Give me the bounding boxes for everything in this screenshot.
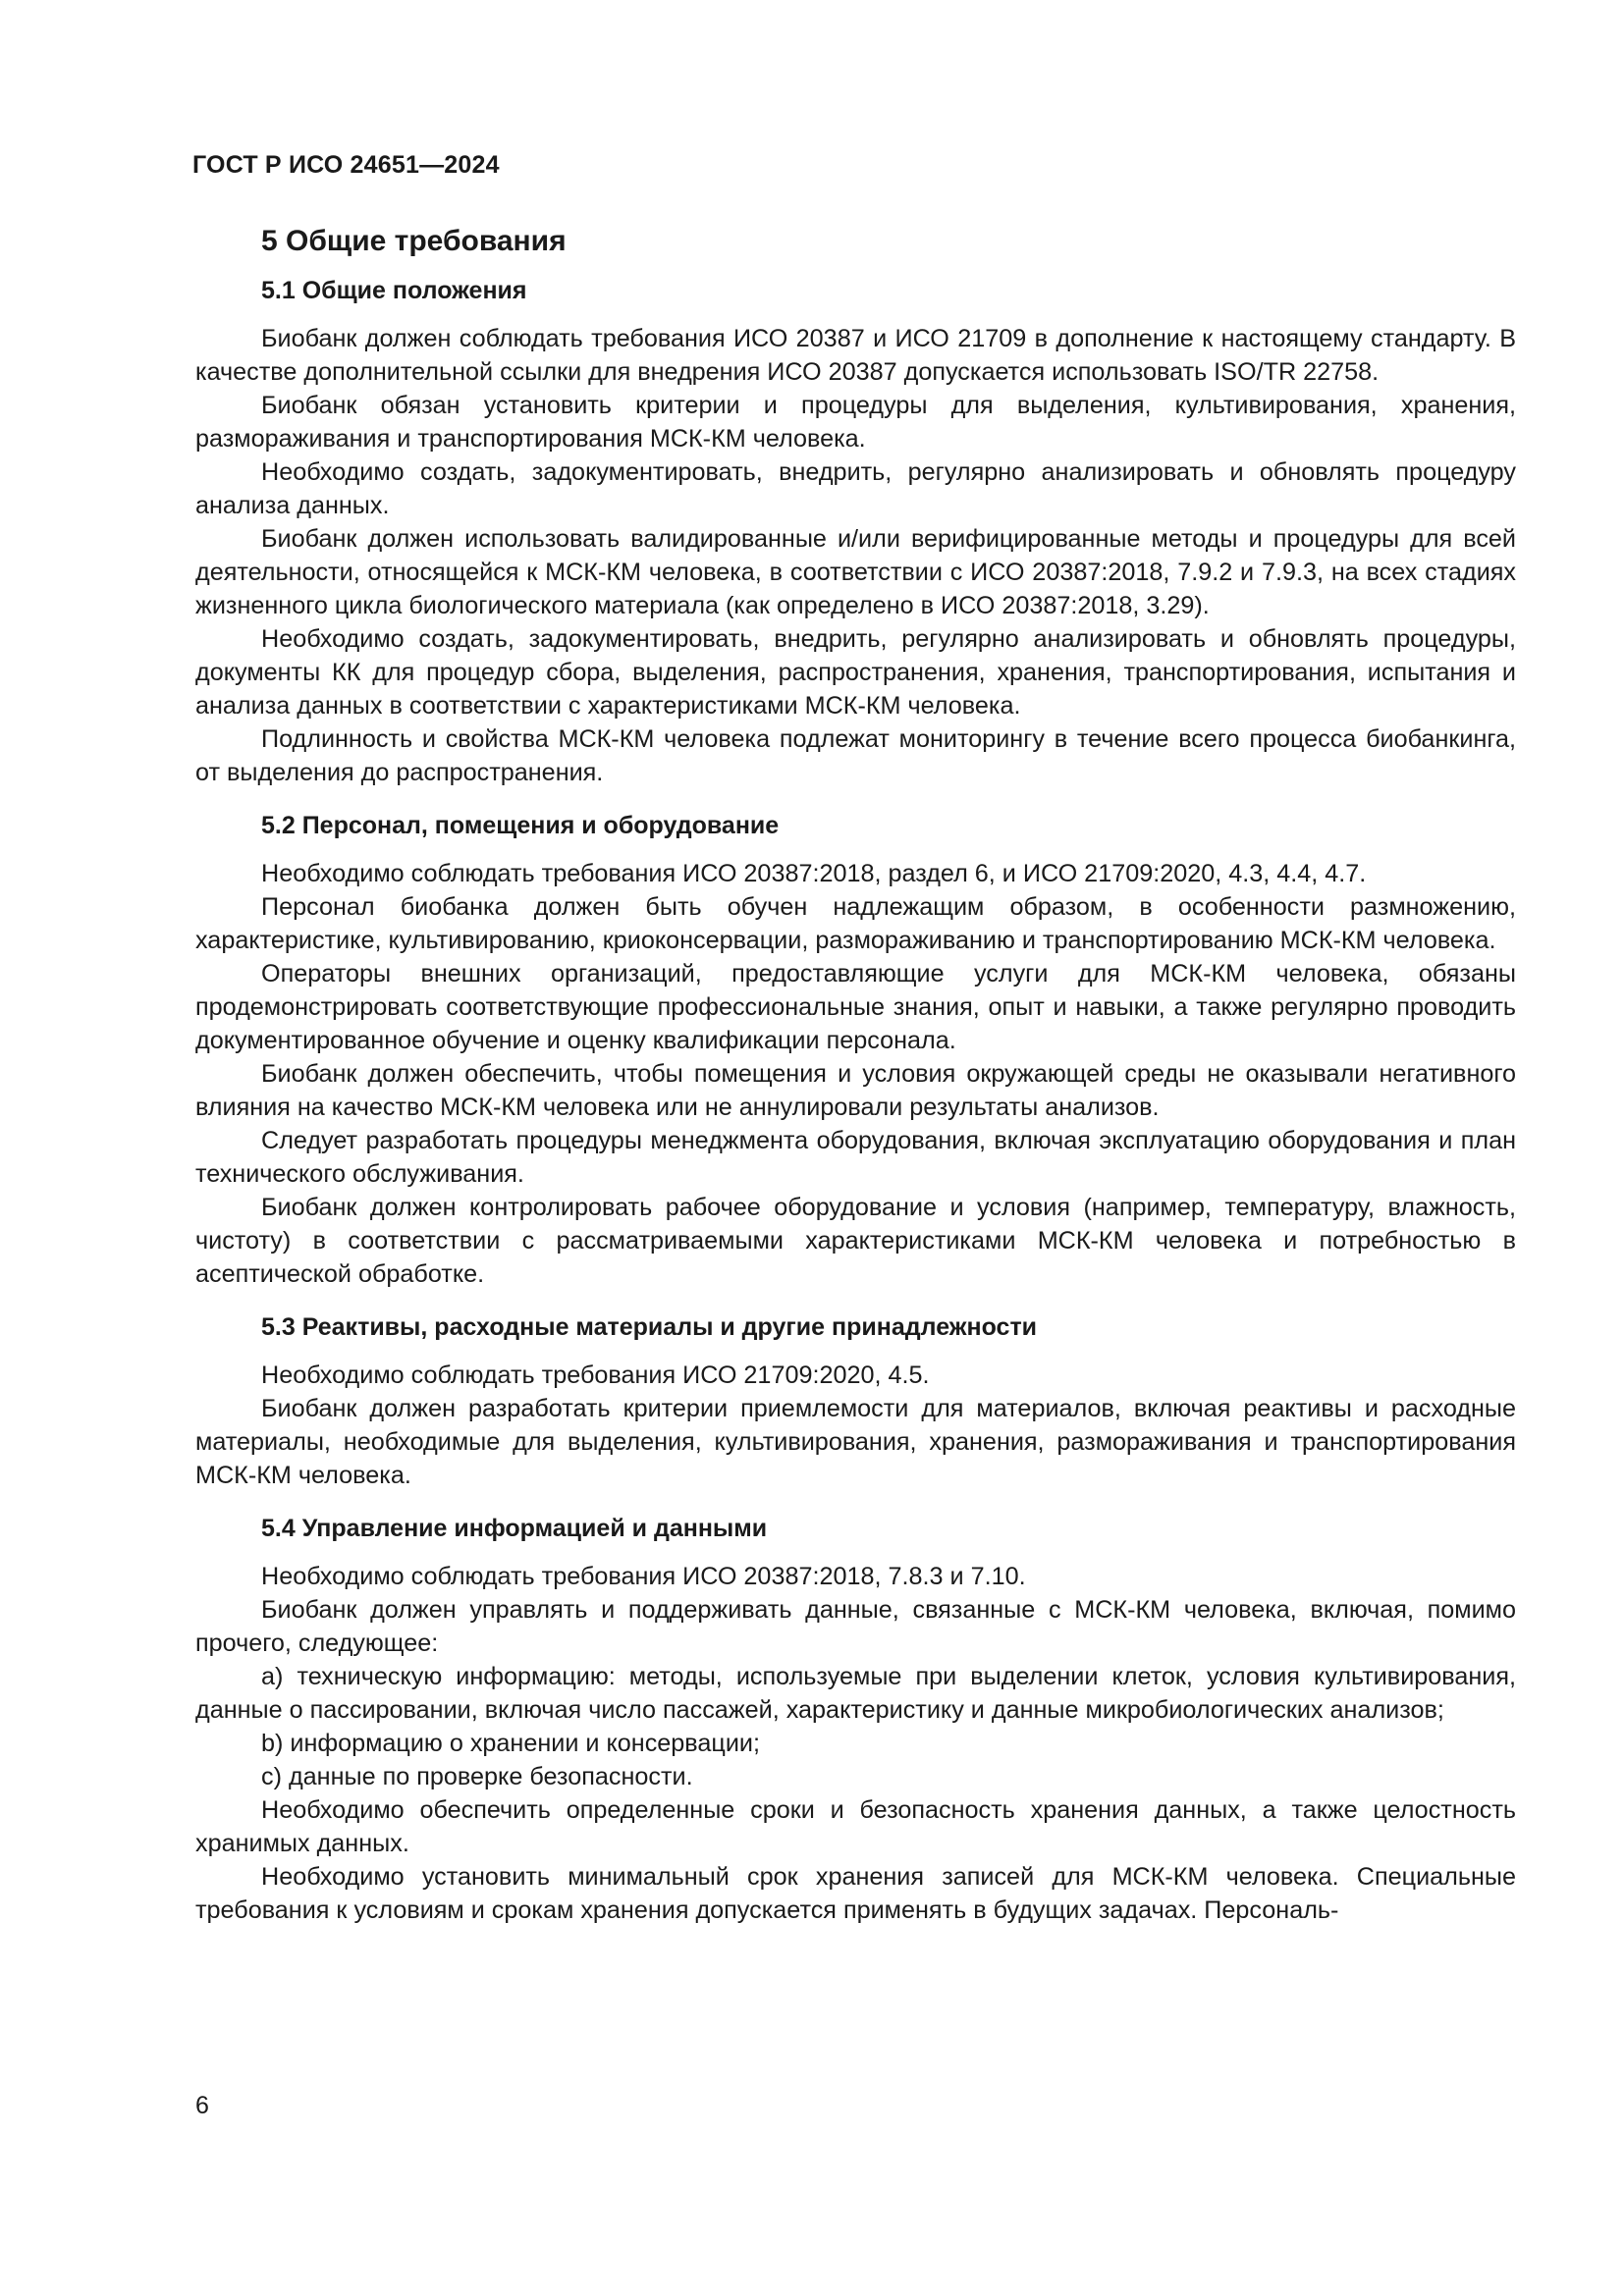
paragraph: Необходимо соблюдать требования ИСО 21709:2020, 4.5.: [261, 1362, 930, 1389]
subsection-title-5-2: 5.2 Персонал, помещения и оборудование: [261, 812, 780, 839]
document-code-header: ГОСТ Р ИСО 24651—2024: [192, 151, 500, 179]
paragraph: Биобанк обязан установить критерии и процедуры для выделения, культивирования, хранения, размораживания и транспортирования МСК-КМ человека.: [195, 392, 1516, 453]
paragraph: Необходимо соблюдать требования ИСО 20387:2018, 7.8.3 и 7.10.: [261, 1563, 1026, 1590]
paragraph: Операторы внешних организаций, предоставляющие услуги для МСК-КМ человека, обязаны продемонстрировать соответствующие профессиональные знания, опыт и навыки, а также регулярно проводить документированное обучение и оценку квалификации персонала.: [195, 960, 1516, 1054]
page-content: [195, 222, 1516, 1927]
paragraph: Биобанк должен управлять и поддерживать данные, связанные с МСК-КМ человека, включая, помимо прочего, следующее:: [195, 1596, 1516, 1657]
list-item: a) техническую информацию: методы, используемые при выделении клеток, условия культивирования, данные о пассировании, включая число пассажей, характеристику и данные микробиологических анализов;: [195, 1663, 1516, 1724]
paragraph: Подлинность и свойства МСК-КМ человека подлежат мониторингу в течение всего процесса биобанкинга, от выделения до распространения.: [195, 725, 1516, 786]
paragraph: Биобанк должен использовать валидированные и/или верифицированные методы и процедуры для всей деятельности, относящейся к МСК-КМ человека, в соответствии с ИСО 20387:2018, 7.9.2 и 7.9.3, на всех стадиях жизненного цикла биологического материала (как определено в ИСО 20387:2018, 3.29).: [195, 525, 1516, 619]
subsection-title-5-4: 5.4 Управление информацией и данными: [261, 1515, 768, 1542]
paragraph: Персонал биобанка должен быть обучен надлежащим образом, в особенности размножению, характеристике, культивированию, криоконсервации, размораживанию и транспортированию МСК-КМ человека.: [195, 893, 1516, 954]
paragraph: Биобанк должен обеспечить, чтобы помещения и условия окружающей среды не оказывали негативного влияния на качество МСК-КМ человека или не аннулировали результаты анализов.: [195, 1060, 1516, 1121]
subsection-title-5-3: 5.3 Реактивы, расходные материалы и другие принадлежности: [261, 1313, 1038, 1341]
section-title: 5 Общие требования: [261, 225, 567, 257]
paragraph: Необходимо установить минимальный срок хранения записей для МСК-КМ человека. Специальные требования к условиям и срокам хранения допускается применять в будущих задачах. Персональ-: [195, 1863, 1516, 1924]
paragraph: Биобанк должен контролировать рабочее оборудование и условия (например, температуру, влажность, чистоту) в соответствии с рассматриваемыми характеристиками МСК-КМ человека и потребностью в асептической обработке.: [195, 1194, 1516, 1288]
list-item: b) информацию о хранении и консервации;: [261, 1730, 760, 1757]
paragraph: Необходимо создать, задокументировать, внедрить, регулярно анализировать и обновлять процедуры, документы КК для процедур сбора, выделения, распространения, хранения, транспортирования, испытания и анализа данных в соответствии с характеристиками МСК-КМ человека.: [195, 625, 1516, 720]
paragraph: Следует разработать процедуры менеджмента оборудования, включая эксплуатацию оборудования и план технического обслуживания.: [195, 1127, 1516, 1188]
paragraph: Необходимо соблюдать требования ИСО 20387:2018, раздел 6, и ИСО 21709:2020, 4.3, 4.4, 4.7.: [261, 860, 1367, 887]
list-item: c) данные по проверке безопасности.: [261, 1763, 693, 1790]
subsection-title-5-1: 5.1 Общие положения: [261, 277, 527, 304]
paragraph: Биобанк должен разработать критерии приемлемости для материалов, включая реактивы и расходные материалы, необходимые для выделения, культивирования, хранения, размораживания и транспортирования МСК-КМ человека.: [195, 1395, 1516, 1489]
paragraph: Биобанк должен соблюдать требования ИСО 20387 и ИСО 21709 в дополнение к настоящему стандарту. В качестве дополнительной ссылки для внедрения ИСО 20387 допускается использовать ISO/TR 22758.: [195, 325, 1516, 386]
paragraph: Необходимо создать, задокументировать, внедрить, регулярно анализировать и обновлять процедуру анализа данных.: [195, 458, 1516, 519]
page-number: 6: [195, 2092, 209, 2119]
paragraph: Необходимо обеспечить определенные сроки и безопасность хранения данных, а также целостность хранимых данных.: [195, 1796, 1516, 1857]
